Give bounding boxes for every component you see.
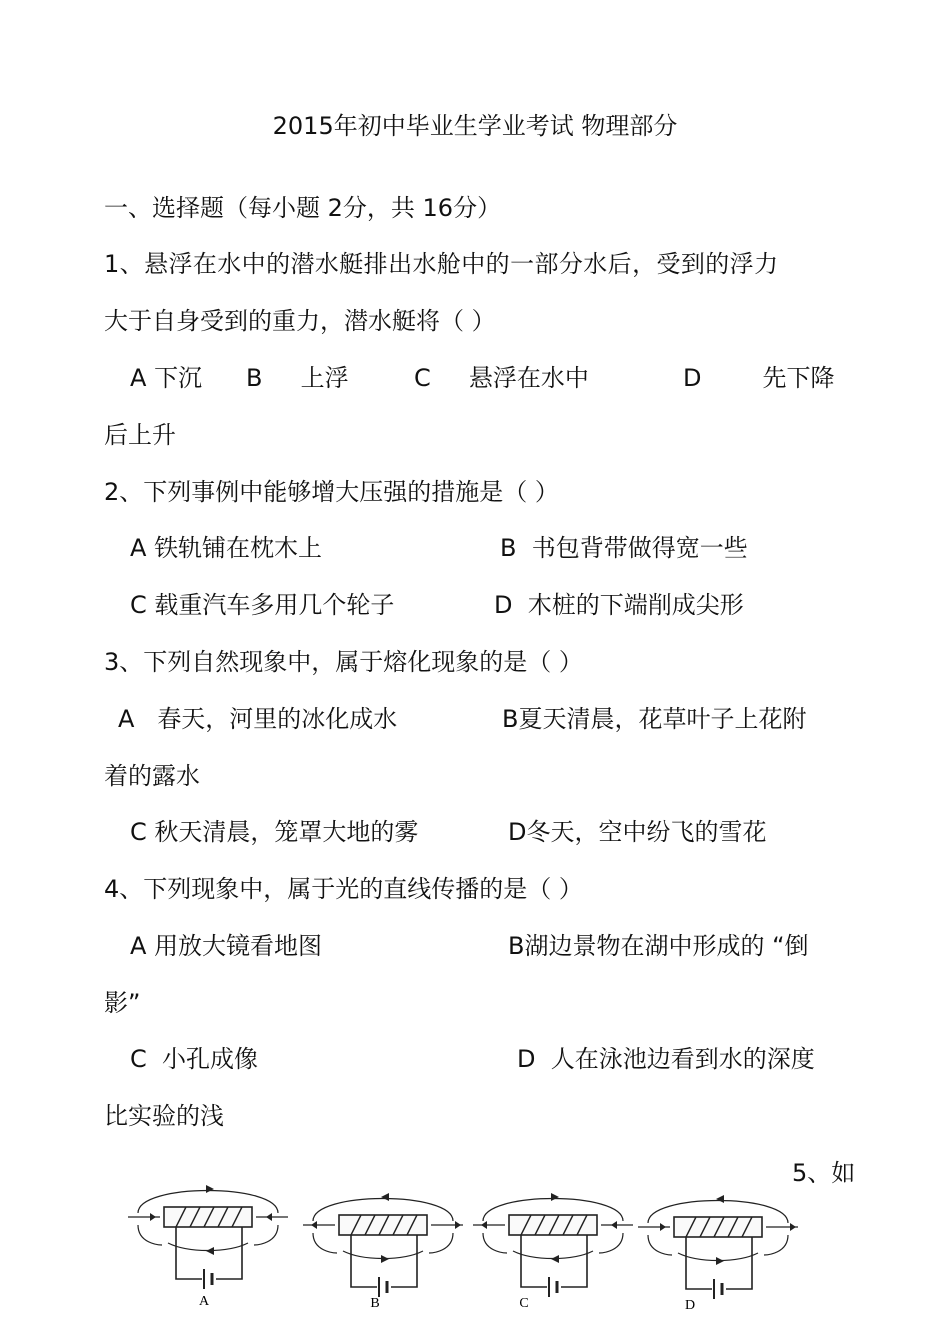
option-text: 春天，河里的冰化成水 xyxy=(157,705,398,733)
arrow-icon xyxy=(311,1221,317,1229)
figure-label-c: C xyxy=(519,1296,529,1311)
option-text: 木桩的下端削成尖形 xyxy=(527,591,744,619)
figure-label-a: A xyxy=(198,1294,210,1309)
q3-option-d xyxy=(508,816,766,848)
option-text: 冬天，空中纷飞的雪花 xyxy=(526,818,767,846)
figure-label-b: B xyxy=(370,1296,380,1311)
q4-stem: 4、下列现象中，属于光的直线传播的是（ ） xyxy=(104,875,583,903)
option-text: 悬浮在水中 xyxy=(468,364,589,392)
option-letter: A xyxy=(118,705,135,733)
q3-option-b xyxy=(502,703,806,735)
q2-option-a xyxy=(130,532,322,564)
arrow-icon xyxy=(266,1213,272,1221)
q1-option-a xyxy=(130,362,202,394)
arrow-icon xyxy=(716,1257,724,1265)
option-letter: C xyxy=(130,1045,147,1073)
q2-option-c xyxy=(130,589,394,621)
option-letter: C xyxy=(130,818,147,846)
option-text: 上浮 xyxy=(300,364,349,392)
q4-option-d-cont: 比实验的浅 xyxy=(104,1102,224,1130)
q3-option-c xyxy=(130,816,418,848)
q2-stem: 2、下列事例中能够增大压强的措施是（ ） xyxy=(104,478,559,506)
q1-stem-line1: 1、悬浮在水中的潜水艇排出水舱中的一部分水后，受到的浮力 xyxy=(104,250,779,278)
arrow-icon xyxy=(660,1223,666,1231)
option-letter: B xyxy=(246,364,263,392)
option-letter: D xyxy=(508,818,527,846)
q3-option-a xyxy=(118,703,397,735)
diagram-c xyxy=(473,1193,633,1297)
q1-option-b xyxy=(246,362,349,394)
q1-option-d-cont: 后上升 xyxy=(104,421,176,449)
option-text: 人在泳池边看到水的深度 xyxy=(550,1045,815,1073)
figure-label-d: D xyxy=(684,1298,696,1313)
arrow-icon xyxy=(551,1255,559,1263)
solenoid-figure xyxy=(118,1183,878,1323)
option-letter: D xyxy=(494,591,513,619)
option-text: 载重汽车多用几个轮子 xyxy=(154,591,395,619)
arrow-icon xyxy=(150,1213,156,1221)
arrow-icon xyxy=(381,1193,389,1201)
option-letter: B xyxy=(502,705,519,733)
q4-option-a xyxy=(130,930,322,962)
arrow-icon xyxy=(716,1195,724,1203)
arrow-icon xyxy=(381,1255,389,1263)
option-letter: C xyxy=(414,364,431,392)
diagram-b xyxy=(303,1193,463,1297)
q2-option-b xyxy=(500,532,748,564)
option-letter: A xyxy=(130,364,147,392)
q4-option-b-cont: 影” xyxy=(104,989,141,1017)
option-text: 铁轨铺在枕木上 xyxy=(154,534,323,562)
option-text: 小孔成像 xyxy=(162,1045,259,1073)
q4-option-b xyxy=(508,930,809,962)
section-heading: 一、选择题（每小题 2分，共 16分） xyxy=(104,194,502,222)
q4-option-c xyxy=(130,1043,258,1075)
q5-stem-start: 5、如 xyxy=(792,1159,856,1187)
option-letter: C xyxy=(130,591,147,619)
arrow-icon xyxy=(481,1221,487,1229)
option-letter: D xyxy=(683,364,702,392)
option-text: 夏天清晨，花草叶子上花附 xyxy=(518,705,807,733)
option-letter: A xyxy=(130,932,147,960)
arrow-icon xyxy=(611,1221,617,1229)
q1-option-d xyxy=(683,362,835,394)
diagram-a xyxy=(128,1185,288,1289)
option-letter: B xyxy=(500,534,517,562)
option-letter: B xyxy=(508,932,525,960)
option-text: 湖边景物在湖中形成的 “倒 xyxy=(524,932,809,960)
arrow-icon xyxy=(551,1193,559,1201)
q1-option-c xyxy=(414,362,589,394)
arrow-icon xyxy=(206,1185,214,1193)
q4-option-d xyxy=(517,1043,815,1075)
option-text: 秋天清晨，笼罩大地的雾 xyxy=(154,818,419,846)
option-letter: D xyxy=(517,1045,536,1073)
arrow-icon xyxy=(455,1221,461,1229)
arrow-icon xyxy=(206,1247,214,1255)
q1-stem-line2: 大于自身受到的重力，潜水艇将（ ） xyxy=(104,307,496,335)
q3-stem: 3、下列自然现象中，属于熔化现象的是（ ） xyxy=(104,648,583,676)
diagram-d xyxy=(638,1195,798,1299)
q3-option-b-cont: 着的露水 xyxy=(104,762,200,790)
q2-option-d xyxy=(494,589,744,621)
option-text: 下沉 xyxy=(154,364,203,392)
option-text: 用放大镜看地图 xyxy=(154,932,323,960)
option-text: 先下降 xyxy=(762,364,835,392)
page-title: 2015年初中毕业生学业考试 物理部分 xyxy=(272,112,678,140)
arrow-icon xyxy=(790,1223,796,1231)
option-letter: A xyxy=(130,534,147,562)
option-text: 书包背带做得宽一些 xyxy=(531,534,748,562)
